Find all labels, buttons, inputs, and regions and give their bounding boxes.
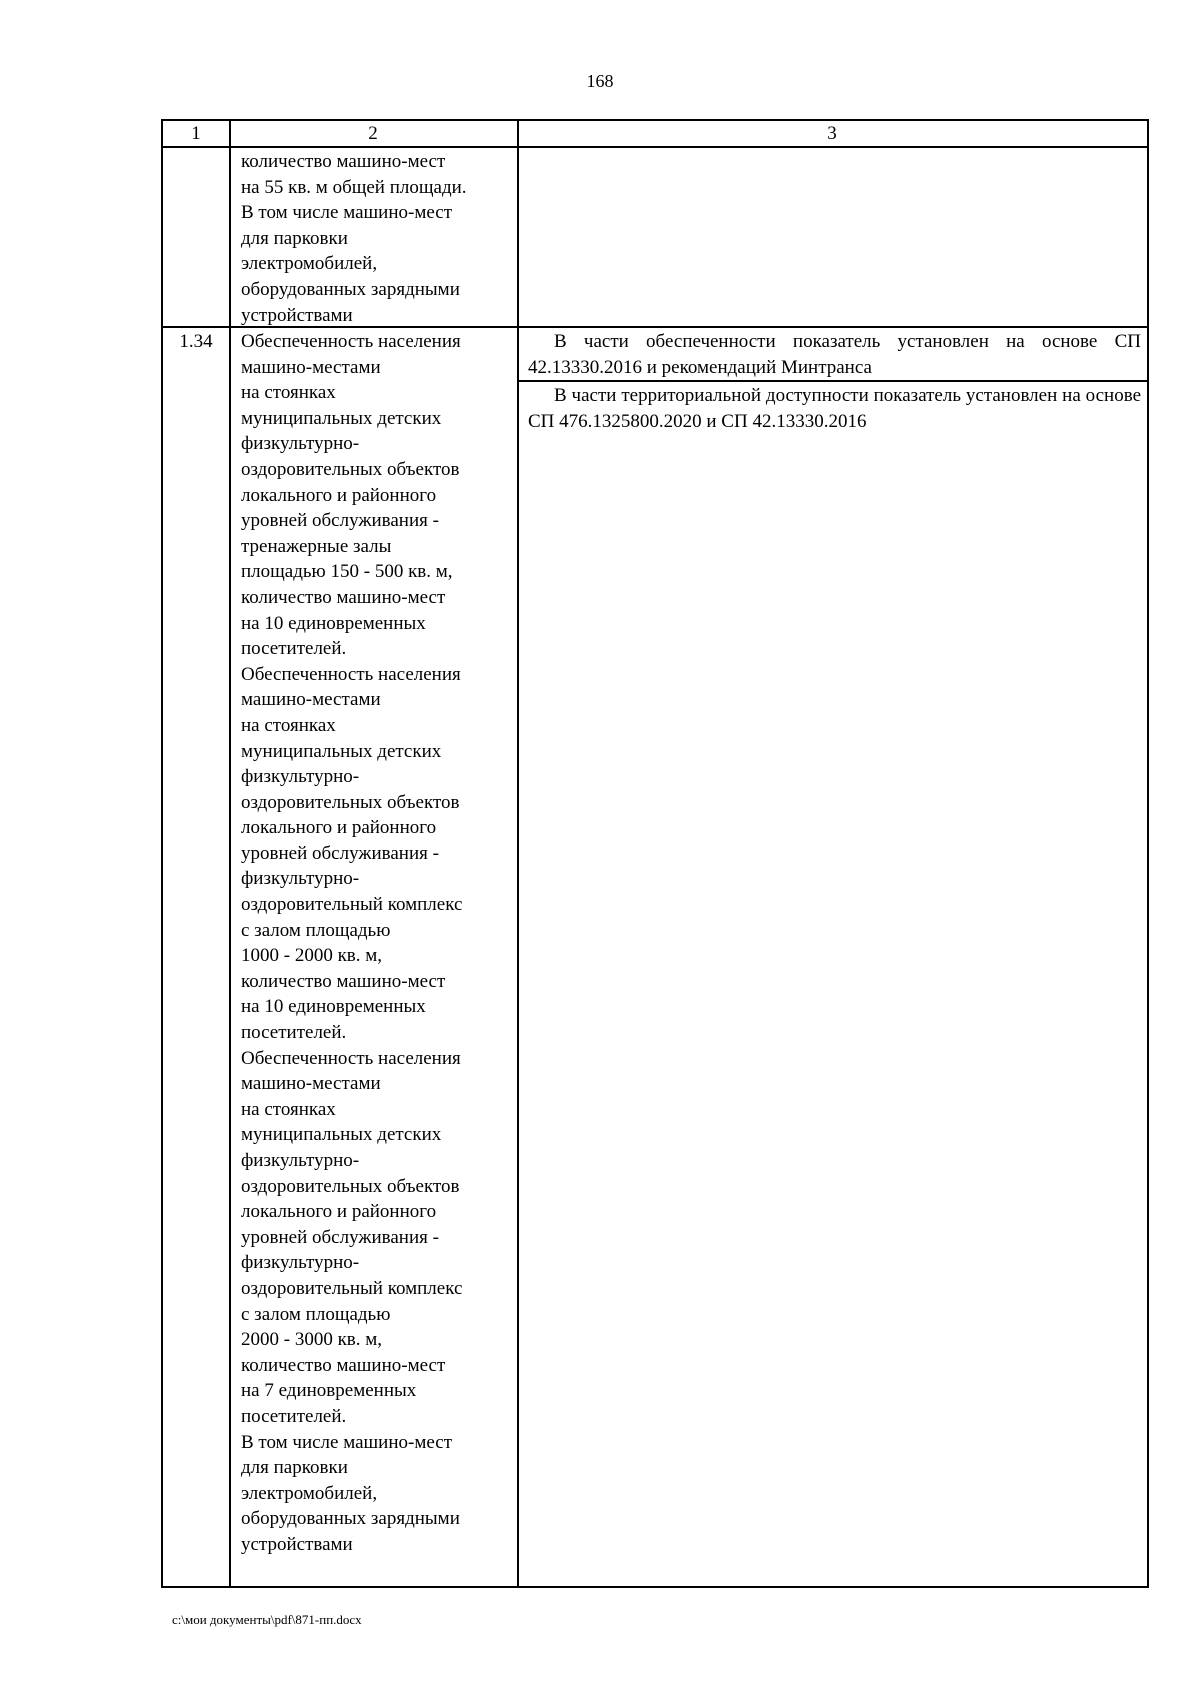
header-col-3: 3 bbox=[827, 123, 837, 144]
basis-text-accessibility: В части территориальной доступности показатель установлен на основе СП 476.1325800.2020 и СП 42.13330.2016 bbox=[528, 385, 1141, 432]
header-row-border bbox=[163, 146, 1147, 148]
column-divider bbox=[229, 121, 231, 1586]
header-col-2: 2 bbox=[368, 123, 378, 144]
footer-file-path: c:\мои документы\pdf\871-пп.docx bbox=[172, 1612, 362, 1627]
basis-text-provision: В части обеспеченности показатель установлен на основе СП 42.13330.2016 и рекомендаций Минтранса bbox=[528, 331, 1141, 378]
row-border bbox=[163, 326, 1147, 328]
indicator-text: Обеспеченность населения машино-местами на стоянках муниципальных детских физкультурно- оздоровительных объектов локального и районного уровней обслуживания - тренажерные залы площадью 150 - 500 кв. м, количество машино-мест на 10 единовременных посетителей. Обеспеченность населения машино-местами на стоянках муниципальных детских физкультурно- оздоровительных объектов локального и районного уровней обслуживания - физкультурно- оздоровительный комплекс с залом площадью 1000 - 2000 кв. м, количество машино-мест на 10 единовременных посетителей. Обеспеченность населения машино-местами на стоянках муниципальных детских физкультурно- оздоровительных объектов локального и районного уровней обслуживания - физкультурно- оздоровительный комплекс с залом площадью 2000 - 3000 кв. м, количество машино-мест на 7 единовременных посетителей. В том числе машино-мест для парковки электромобилей, оборудованных зарядными устройствами bbox=[241, 331, 463, 1555]
row-number: 1.34 bbox=[179, 331, 213, 352]
header-col-1: 1 bbox=[191, 123, 201, 144]
sub-row-border bbox=[519, 380, 1147, 382]
column-divider bbox=[517, 121, 519, 1586]
page-number: 168 bbox=[586, 71, 614, 91]
standards-table bbox=[161, 119, 1149, 1588]
indicator-text: количество машино-мест на 55 кв. м общей площади. В том числе машино-мест для парковки электромобилей, оборудованных зарядными устройствами bbox=[241, 151, 467, 326]
